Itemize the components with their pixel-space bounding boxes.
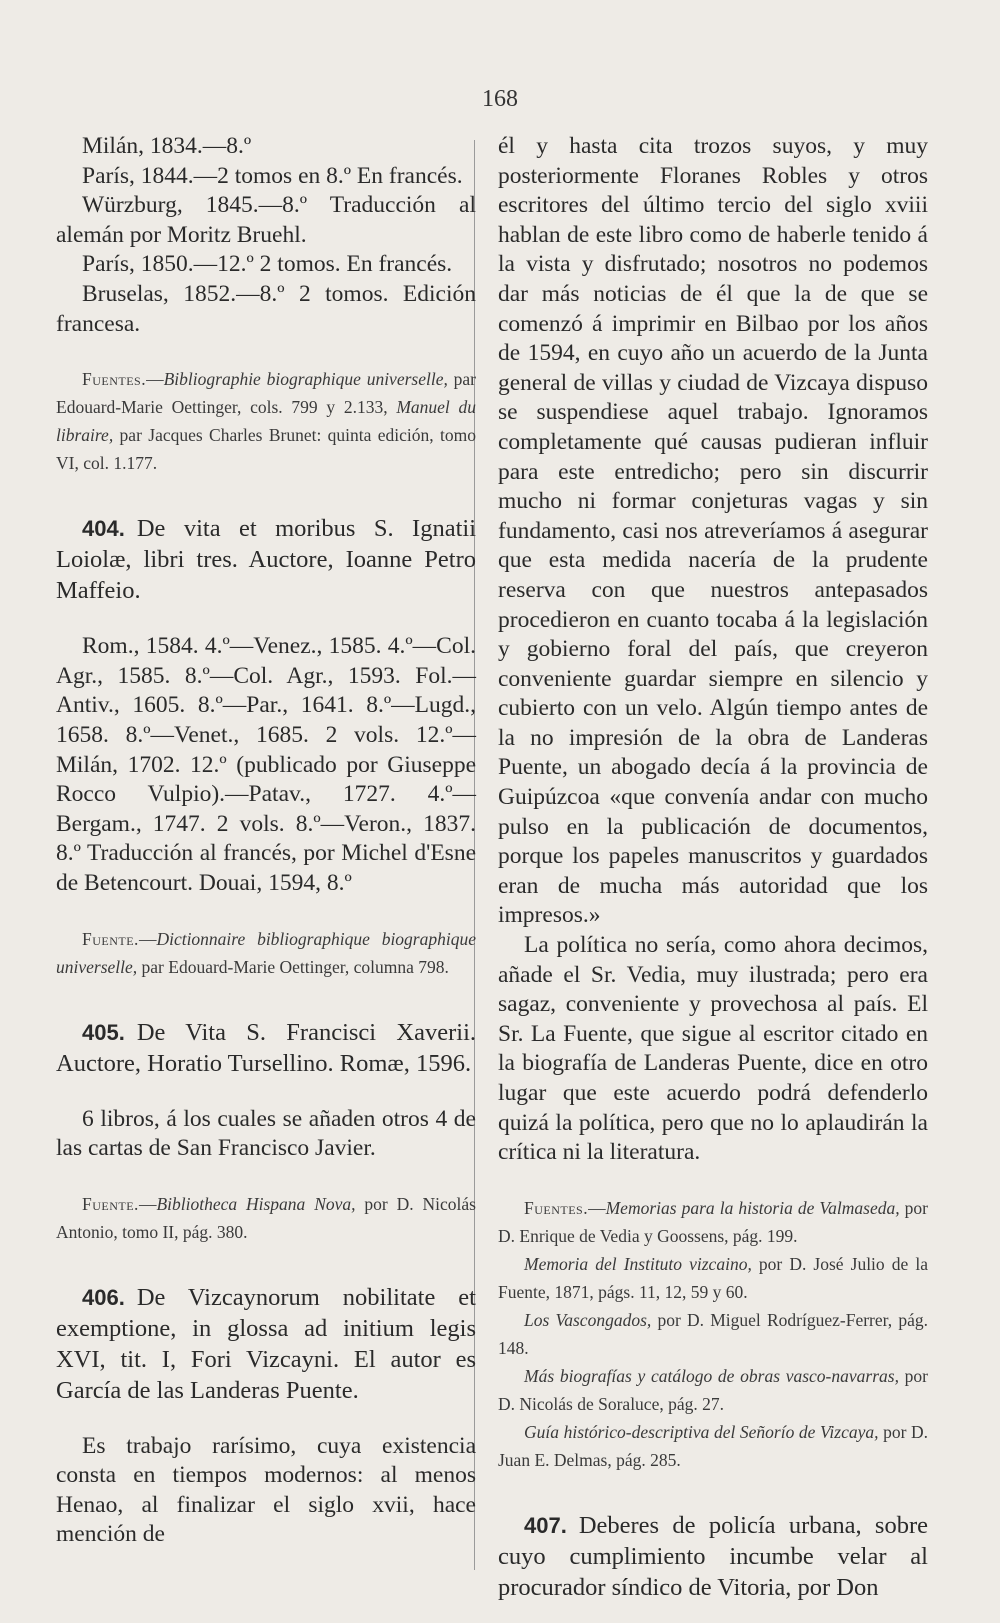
source-item <box>498 1194 928 1250</box>
entry-title: Deberes de policía urbana, sobre cuyo cumplimiento incumbe velar al procurador síndico de Vitoria, por Don <box>498 1511 928 1601</box>
source-text: por D. Miguel Rodríguez-Ferrer, pág. 148. <box>498 1309 928 1358</box>
entry-407-heading <box>498 1510 928 1603</box>
source-work: Manuel du libraire, <box>56 397 476 446</box>
entry-406-continuation: él y hasta cita trozos suyos, y muy posteriormente Floranes Robles y otros escritores del último tercio del siglo xviii hablan de este libro como de haberle tenido á la vista y disfrutado; nosotros no podemos dar más noticias de él que la de que se comenzó á imprimir en Bilbao por los años de 1594, en cuyo año un acuerdo de la Junta general de villas y ciudad de Vizcaya dispuso se suspendiese aquel trabajo. Ignoramos completamente qué causas pudieran influir para este entredicho; pero sin discurrir mucho ni formar conjeturas vagas y sin fundamento, casi nos atreveríamos á asegurar que esta medida nacería de la prudente reserva con que nuestros antepasados procedieron en cuanto tocaba á la legislación y gobierno foral del país, que creyeron conveniente guardar siempre en silencio y cubierto con un velo. Algún tiempo antes de la no impresión de la obra de Landeras Puente, un abogado decía á la provincia de Guipúzcoa «que convenía andar con mucho pulso en la publicación de documentos, porque los papeles manuscritos y guardados eran de mucha más autoridad que los impresos.» <box>498 133 928 929</box>
source-text: por D. Juan E. Delmas, pág. 285. <box>498 1421 928 1470</box>
source-text: par Jacques Charles Brunet: quinta edición, tomo VI, col. 1.177. <box>56 425 476 474</box>
source-work: Dictionnaire bibliographique biographique universelle, <box>56 928 476 977</box>
source-work: Los Vascongados, <box>524 1309 652 1330</box>
source-text: por D. Nicolás Antonio, tomo II, pág. 380. <box>56 1193 476 1242</box>
edition-line: Bruselas, 1852.—8.º 2 tomos. Edición francesa. <box>56 280 476 337</box>
entry-405-body: 6 libros, á los cuales se añaden otros 4 de las cartas de San Francisco Javier. <box>56 1105 476 1162</box>
source-work: Bibliographie biographique universelle, <box>163 369 448 390</box>
entry-number: 404. <box>82 516 125 542</box>
entry-406-heading <box>56 1282 476 1406</box>
source-work: Más biografías y catálogo de obras vasco-navarras, <box>524 1365 899 1386</box>
entry-405-heading <box>56 1017 476 1079</box>
dash: — <box>146 369 164 390</box>
page-number: 168 <box>482 86 518 112</box>
dash: — <box>588 1197 606 1218</box>
entry-title: De Vita S. Francisci Xaverii. Auctore, Horatio Tursellino. Romæ, 1596. <box>56 1018 476 1077</box>
source-text: por D. Nicolás de Soraluce, pág. 27. <box>498 1365 928 1414</box>
sources-label: Fuentes. <box>82 369 147 390</box>
source-item <box>498 1250 928 1306</box>
sources-403 <box>56 365 476 477</box>
entry-406-paragraph-2: La política no sería, como ahora decimos, añade el Sr. Vedia, muy ilustrada; pero era sagaz, conveniente y provechosa al país. El Sr. La Fuente, que sigue al escritor citado en la biografía de Landeras Puente, dice en otro lugar que este acuerdo podrá defenderlo quizá la política, pero que no lo aplaudirán la crítica ni la literatura. <box>498 932 928 1166</box>
source-text: par Edouard-Marie Oettinger, cols. 799 y 2.133, <box>56 369 476 418</box>
entry-404-editions: Rom., 1584. 4.º—Venez., 1585. 4.º—Col. Agr., 1585. 8.º—Col. Agr., 1593. Fol.—Antiv., 1605. 8.º—Par., 1641. 8.º—Lugd., 1658. 8.º—Venet., 1685. 2 vols. 12.º—Milán, 1702. 12.º (publicado por Giuseppe Rocco Vulpio).—Patav., 1727. 4.º—Bergam., 1747. 2 vols. 8.º—Veron., 1837. 8.º Traducción al francés, por Michel d'Esne de Betencourt. Douai, 1594, 8.º <box>56 633 476 896</box>
entry-406-body: Es trabajo rarísimo, cuya existencia consta en tiempos modernos: al menos Henao, al finalizar el siglo xvii, hace mención de <box>56 1432 476 1548</box>
source-item <box>498 1418 928 1474</box>
source-work: Memoria del Instituto vizcaino, <box>524 1253 752 1274</box>
source-label: Fuente. <box>82 928 139 949</box>
dash: — <box>138 1193 157 1214</box>
entry-number: 405. <box>82 1019 125 1045</box>
editions-list-403 <box>56 132 476 339</box>
source-text: por D. Enrique de Vedia y Goossens, pág. 199. <box>498 1197 928 1246</box>
entry-405-source <box>56 1190 476 1246</box>
entry-404-heading <box>56 513 476 606</box>
entry-number: 407. <box>524 1512 567 1538</box>
source-work: Memorias para la historia de Valmaseda, <box>605 1197 900 1218</box>
entry-404-source <box>56 925 476 981</box>
left-column <box>56 132 476 1550</box>
edition-line: París, 1850.—12.º 2 tomos. En francés. <box>82 251 453 278</box>
entry-title: De Vizcaynorum nobilitate et exemptione, in glossa ad initium legis XVI, tit. I, Fori Vizcayni. El autor es García de las Landeras Puente. <box>56 1283 476 1404</box>
source-text: par Edouard-Marie Oettinger, columna 798. <box>137 956 449 977</box>
edition-line: París, 1844.—2 tomos en 8.º En francés. <box>82 162 463 189</box>
source-work: Bibliotheca Hispana Nova, <box>156 1193 356 1214</box>
source-item <box>498 1362 928 1418</box>
sources-label: Fuentes. <box>524 1197 589 1218</box>
edition-line: Milán, 1834.—8.º <box>82 133 252 159</box>
source-item <box>498 1306 928 1362</box>
source-label: Fuente. <box>82 1193 139 1214</box>
edition-line: Würzburg, 1845.—8.º Traducción al alemán por Moritz Bruehl. <box>56 192 476 248</box>
entry-title: De vita et moribus S. Ignatii Loiolæ, libri tres. Auctore, Ioanne Petro Maffeio. <box>56 515 476 605</box>
source-work: Guía histórico-descriptiva del Señorío de Vizcaya, <box>524 1421 879 1442</box>
source-text: por D. José Julio de la Fuente, 1871, págs. 11, 12, 59 y 60. <box>498 1253 928 1302</box>
sources-406 <box>498 1194 928 1474</box>
right-column <box>498 132 928 1603</box>
entry-number: 406. <box>82 1284 125 1310</box>
dash: — <box>138 928 157 949</box>
